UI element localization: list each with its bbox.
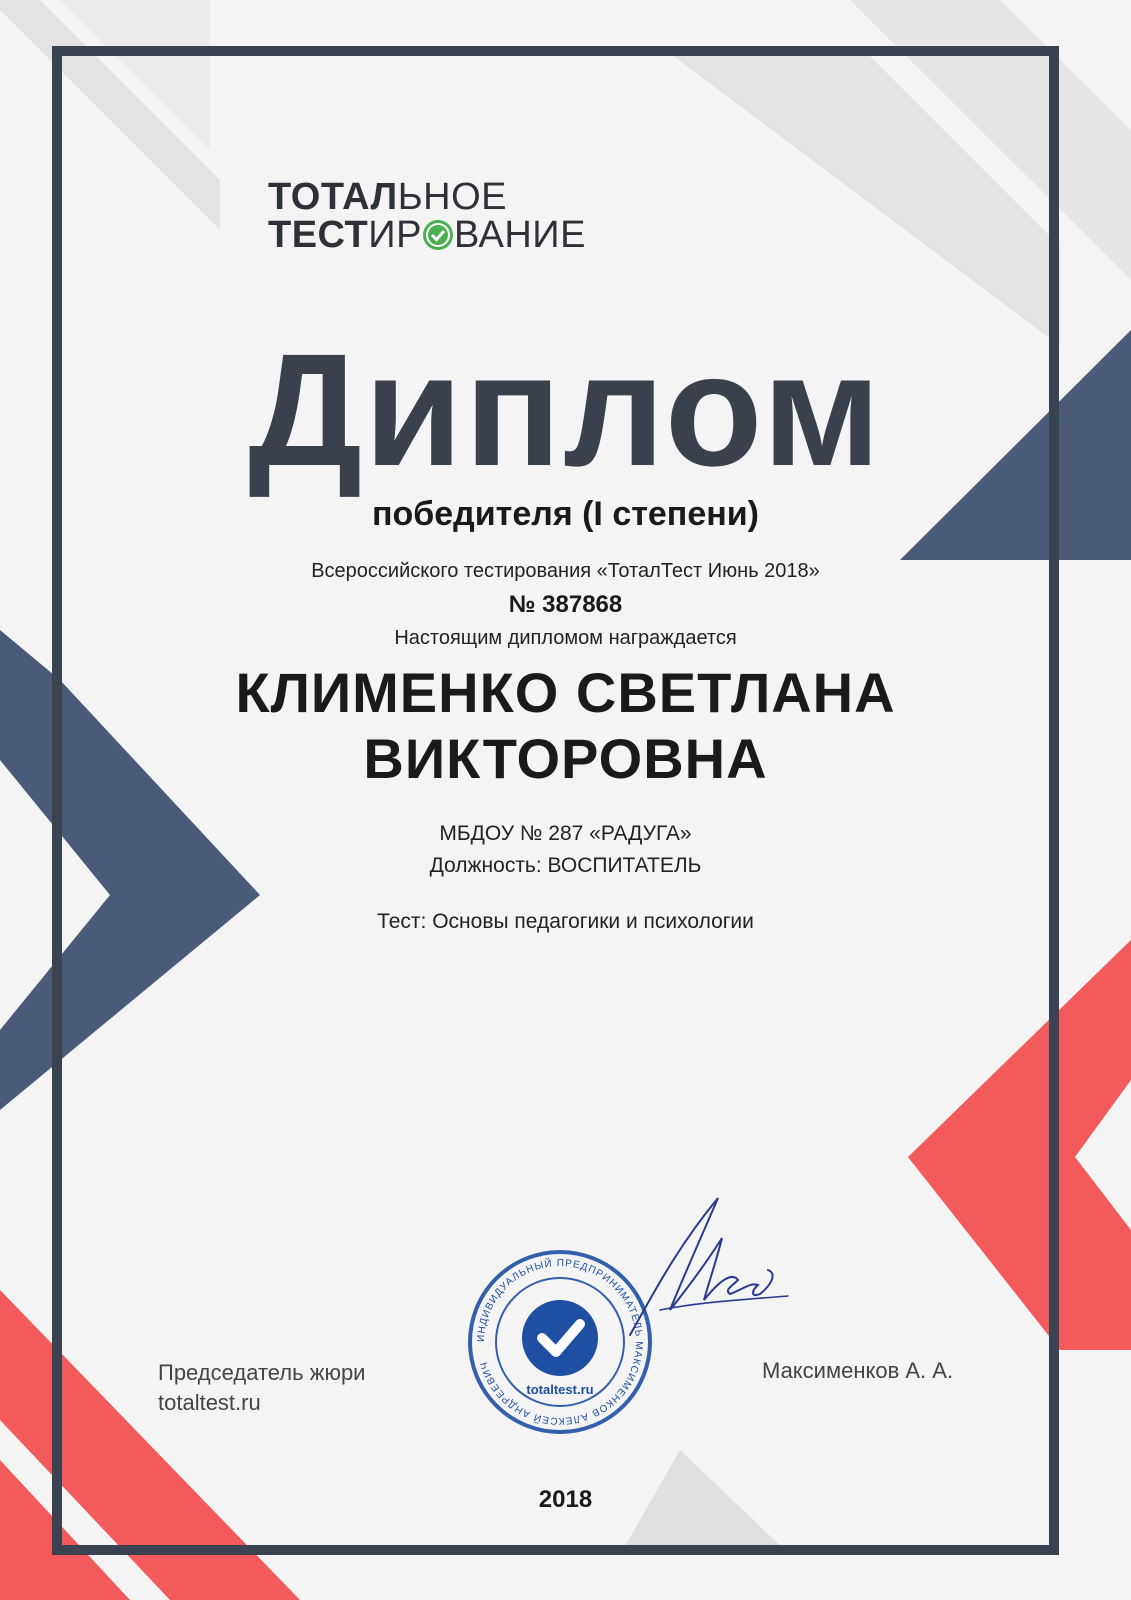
event-name: Всероссийского тестирования «ТоталТест Июнь 2018» [311,560,820,582]
jury-chair-label: Председатель жюри [158,1360,366,1385]
signer-name: Максименков А. А. [762,1358,954,1383]
logo-line-2: ТЕСТИР ВАНИЕ [268,214,586,256]
recipient-name-line-1: КЛИМЕНКО СВЕТЛАНА [235,661,896,724]
awarded-text: Настоящим дипломом награждается [394,627,737,649]
seal-center-text: totaltest.ru [526,1382,594,1397]
diploma-subtitle: победителя (I степени) [371,495,760,533]
totaltest-logo [268,178,586,254]
check-circle-icon [423,220,453,250]
signature-icon [620,1190,790,1340]
test-name: Тест: Основы педагогики и психологии [377,910,754,933]
organization: МБДОУ № 287 «РАДУГА» [439,822,692,845]
diploma-year: 2018 [538,1486,593,1513]
logo-line-1: ТОТАЛЬНОЕ [268,176,508,218]
jury-chair-block [158,1358,365,1418]
svg-text:ИНДИВИДУАЛЬНЫЙ ПРЕДПРИНИМАТЕЛЬ: ИНДИВИДУАЛЬНЫЙ ПРЕДПРИНИМАТЕЛЬ МАКСИМЕНКОВ АЛЕКСЕЙ АНДРЕЕВИЧ [475,1257,645,1427]
recipient-name [0,660,1131,792]
position: Должность: ВОСПИТАТЕЛЬ [429,854,702,877]
recipient-name-line-2: ВИКТОРОВНА [363,727,768,790]
jury-site: totaltest.ru [158,1390,261,1415]
diploma-number: № 387868 [508,591,623,618]
diploma-title: Диплом [248,320,883,499]
